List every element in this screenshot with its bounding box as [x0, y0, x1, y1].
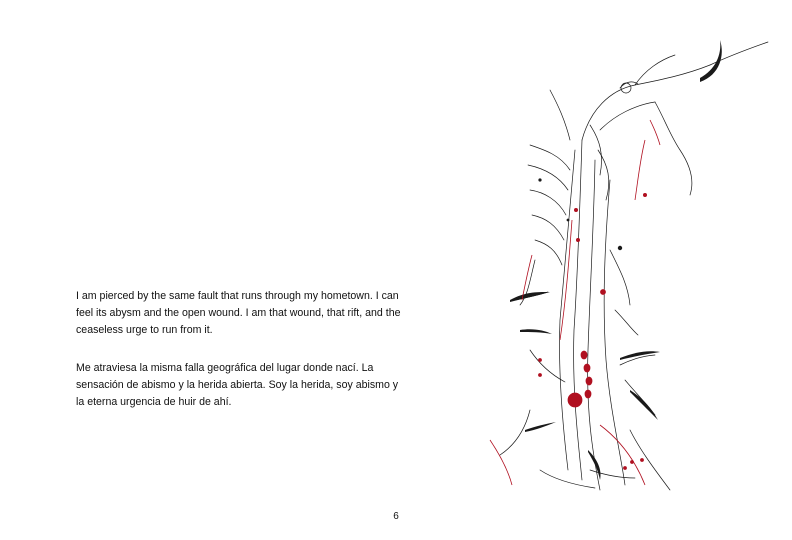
ink-illustration: [470, 30, 775, 510]
paragraph-spanish: Me atraviesa la misma falla geográfica del lugar donde nací. La sensación de abismo y la herida abierta. Soy la herida, soy abismo y la eterna urgencia de huir de ahí.: [76, 362, 399, 408]
paragraph-english: I am pierced by the same fault that runs through my hometown. I can feel its abysm and the open wound. I am that wound, that rift, and the ceaseless urge to run from it.: [76, 290, 401, 336]
page-number: 6: [393, 511, 399, 522]
